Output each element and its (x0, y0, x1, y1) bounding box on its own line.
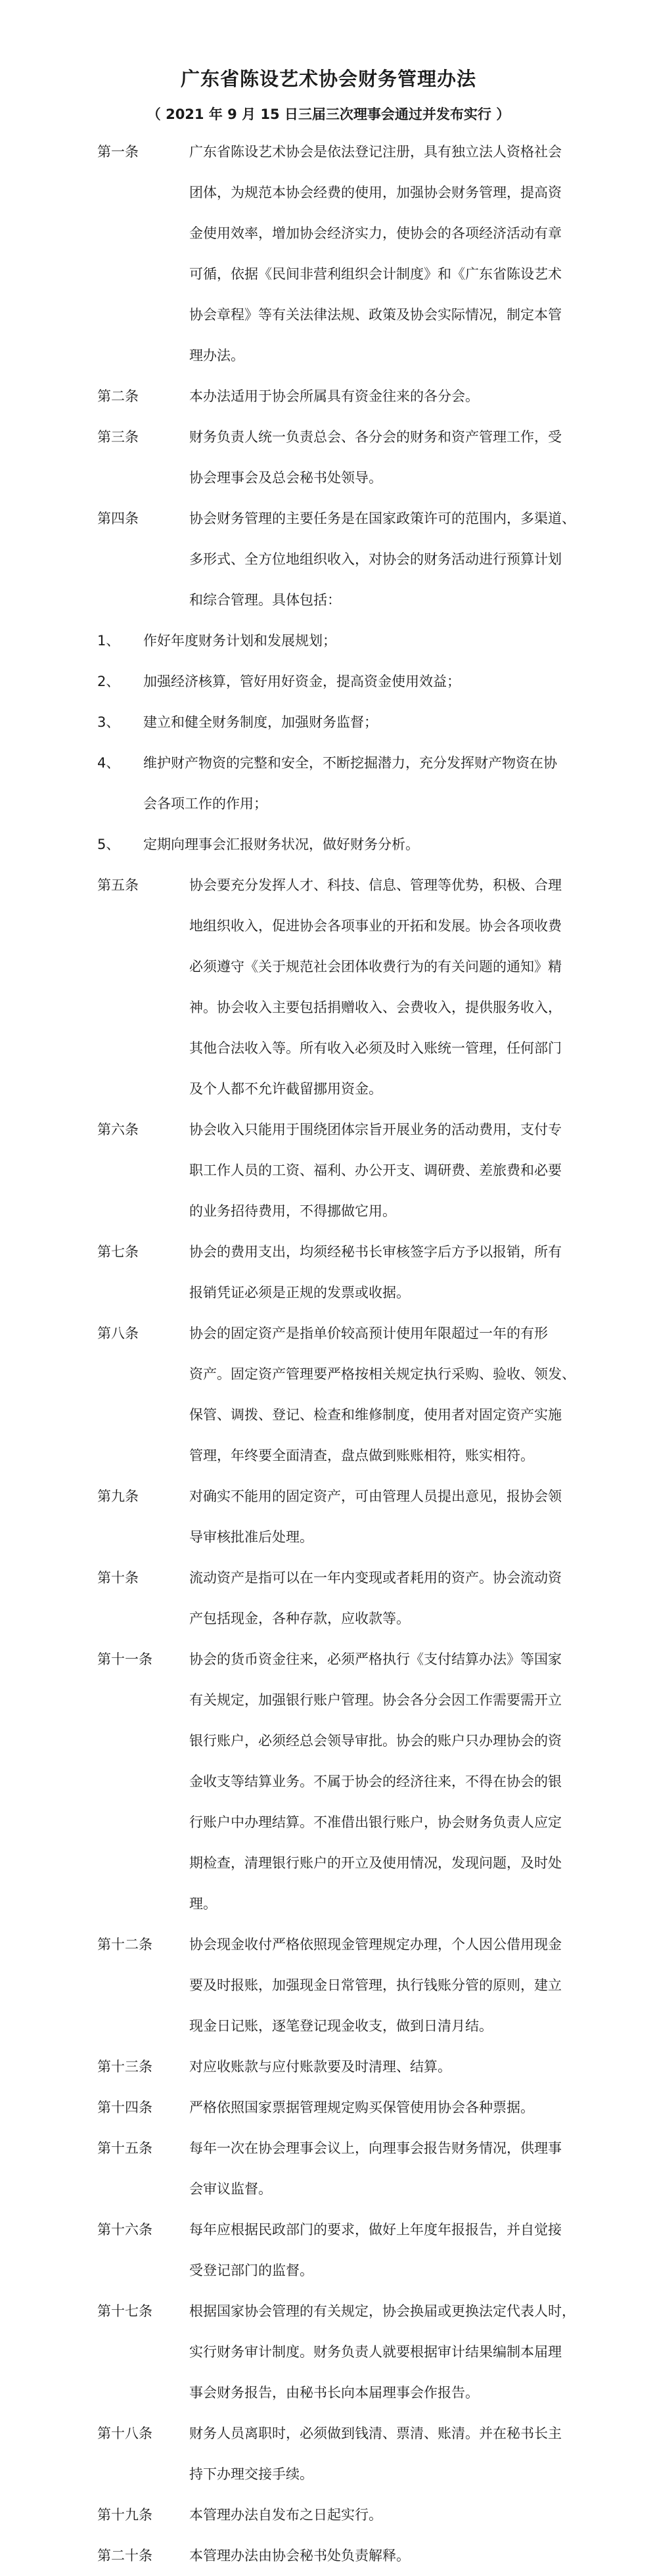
article-text-line: 财务人员离职时，必须做到钱清、票清、账清。并在秘书长主 (189, 2426, 562, 2441)
article-text-line: 地组织收入，促进协会各项事业的开拓和发展。协会各项收费 (189, 918, 562, 934)
article-text (189, 498, 603, 620)
article-text-line: 可循，依据《民间非营利组织会计制度》和《广东省陈设艺术 (189, 266, 562, 282)
article-text-line: 多形式、全方位地组织收入，对协会的财务活动进行预算计划 (189, 551, 562, 567)
article-label: 第五条 (97, 877, 139, 893)
article-text (189, 2046, 603, 2087)
article-text-line: 根据国家协会管理的有关规定，协会换届或更换法定代表人时， (189, 2303, 576, 2319)
article-text-line: 的业务招待费用，不得挪做它用。 (189, 1203, 396, 1219)
article-text-line: 本办法适用于协会所属具有资金往来的各分会。 (189, 388, 479, 404)
list-item-number: 1、 (97, 633, 120, 649)
article-text-line: 流动资产是指可以在一年内变现或者耗用的资产。协会流动资 (189, 1570, 562, 1586)
article-label: 第十三条 (97, 2059, 152, 2075)
article-text-line: 导审核批准后处理。 (189, 1529, 313, 1545)
article-text-line: 理办法。 (189, 348, 244, 363)
article-text-line: 协会收入只能用于围绕团体宗旨开展业务的活动费用，支付专 (189, 1122, 562, 1138)
list-item-text-line: 加强经济核算，管好用好资金，提高资金使用效益； (143, 674, 461, 689)
list-item-text-line: 定期向理事会汇报财务状况，做好财务分析。 (143, 837, 419, 852)
article-text (189, 1109, 603, 1231)
article-text-line: 对确实不能用的固定资产，可由管理人员提出意见，报协会领 (189, 1488, 562, 1504)
article-text-line: 产包括现金，各种存款，应收款等。 (189, 1611, 410, 1626)
article-text-line: 必须遵守《关于规范社会团体收费行为的有关问题的通知》精 (189, 959, 562, 975)
list-item-number: 3、 (97, 714, 120, 730)
article-text (189, 1557, 603, 1639)
article-text (189, 2495, 603, 2535)
list-item-text-line: 维护财产物资的完整和安全，不断挖掘潜力，充分发挥财产物资在协 (143, 755, 557, 771)
article-text-line: 每年一次在协会理事会议上，向理事会报告财务情况，供理事 (189, 2140, 562, 2156)
article-label: 第十九条 (97, 2507, 152, 2523)
article-label: 第十七条 (97, 2303, 152, 2319)
article-text-line: 会审议监督。 (189, 2181, 272, 2197)
article-text-line: 团体，为规范本协会经费的使用，加强协会财务管理，提高资 (189, 185, 562, 200)
article-label: 第三条 (97, 429, 139, 445)
list-item-text-line: 建立和健全财务制度，加强财务监督； (143, 714, 378, 730)
article-text-line: 广东省陈设艺术协会是依法登记注册，具有独立法人资格社会 (189, 144, 562, 160)
article-text-line: 协会的货币资金往来，必须严格执行《支付结算办法》等国家 (189, 1651, 562, 1667)
article-text-line: 金使用效率，增加协会经济实力，使协会的各项经济活动有章 (189, 225, 562, 241)
article-label: 第二条 (97, 388, 139, 404)
article-text-line: 期检查，清理银行账户的开立及使用情况，发现问题，及时处 (189, 1855, 562, 1871)
article-text (189, 865, 603, 1109)
article-text-line: 管理，年终要全面清查，盘点做到账账相符，账实相符。 (189, 1448, 534, 1463)
article-text-line: 协会财务管理的主要任务是在国家政策许可的范围内，多渠道、 (189, 511, 576, 526)
article-text-line: 协会要充分发挥人才、科技、信息、管理等优势，积极、合理 (189, 877, 562, 893)
article-text (189, 1924, 603, 2046)
article-text-line: 银行账户，必须经总会领导审批。协会的账户只办理协会的资 (189, 1733, 562, 1749)
article-label: 第十条 (97, 1570, 139, 1586)
article-text-line: 协会现金收付严格依照现金管理规定办理，个人因公借用现金 (189, 1937, 562, 1952)
article-text (189, 2087, 603, 2128)
article-text-line: 神。协会收入主要包括捐赠收入、会费收入，提供服务收入， (189, 1000, 562, 1015)
article-text-line: 其他合法收入等。所有收入必须及时入账统一管理，任何部门 (189, 1040, 562, 1056)
document-title: 广东省陈设艺术协会财务管理办法 (180, 68, 476, 90)
list-item-text (143, 743, 603, 824)
article-label: 第四条 (97, 511, 139, 526)
article-text-line: 现金日记账，逐笔登记现金收支，做到日清月结。 (189, 2018, 493, 2034)
article-label: 第七条 (97, 1244, 139, 1260)
article-text (189, 376, 603, 417)
article-label: 第十二条 (97, 1937, 152, 1952)
article-label: 第十四条 (97, 2100, 152, 2115)
article-text (189, 2291, 603, 2413)
article-text-line: 本管理办法由协会秘书处负责解释。 (189, 2548, 410, 2564)
article-text-line: 实行财务审计制度。财务负责人就要根据审计结果编制本届理 (189, 2344, 562, 2360)
article-text-line: 每年应根据民政部门的要求，做好上年度年报报告，并自觉接 (189, 2222, 562, 2238)
article-text (189, 1313, 603, 1476)
article-label: 第二十条 (97, 2548, 152, 2564)
article-text-line: 协会理事会及总会秘书处领导。 (189, 470, 382, 486)
article-text-line: 协会的费用支出，均须经秘书长审核签字后方予以报销，所有 (189, 1244, 562, 1260)
article-label: 第一条 (97, 144, 139, 160)
article-label: 第六条 (97, 1122, 139, 1138)
article-text-line: 持下办理交接手续。 (189, 2466, 313, 2482)
article-text-line: 和综合管理。具体包括： (189, 592, 341, 608)
article-text-line: 理。 (189, 1896, 217, 1912)
list-item-text (143, 620, 603, 661)
article-text (189, 1476, 603, 1557)
article-text-line: 及个人都不允许截留挪用资金。 (189, 1081, 382, 1097)
article-text-line: 保管、调拨、登记、检查和维修制度，使用者对固定资产实施 (189, 1407, 562, 1423)
article-text-line: 严格依照国家票据管理规定购买保管使用协会各种票据。 (189, 2100, 534, 2115)
article-label: 第十八条 (97, 2426, 152, 2441)
list-item-text-line: 作好年度财务计划和发展规划； (143, 633, 336, 649)
list-item-text (143, 702, 603, 743)
article-text (189, 2209, 603, 2291)
article-text-line: 事会财务报告，由秘书长向本届理事会作报告。 (189, 2385, 479, 2401)
article-text-line: 协会的固定资产是指单价较高预计使用年限超过一年的有形 (189, 1325, 548, 1341)
article-text (189, 1231, 603, 1313)
article-text-line: 协会章程》等有关法律法规、政策及协会实际情况，制定本管 (189, 307, 562, 323)
article-text (189, 2535, 603, 2576)
article-text (189, 131, 603, 376)
article-text (189, 417, 603, 498)
article-text-line: 行账户中办理结算。不准借出银行账户，协会财务负责人应定 (189, 1814, 562, 1830)
article-text-line: 财务负责人统一负责总会、各分会的财务和资产管理工作，受 (189, 429, 562, 445)
article-text-line: 本管理办法自发布之日起实行。 (189, 2507, 382, 2523)
list-item-text (143, 824, 603, 865)
article-text (189, 2128, 603, 2209)
article-label: 第十一条 (97, 1651, 152, 1667)
list-item-number: 4、 (97, 755, 120, 771)
article-text-line: 报销凭证必须是正规的发票或收据。 (189, 1285, 410, 1300)
article-label: 第十五条 (97, 2140, 152, 2156)
article-text-line: 有关规定，加强银行账户管理。协会各分会因工作需要需开立 (189, 1692, 562, 1708)
article-text-line: 对应收账款与应付账款要及时清理、结算。 (189, 2059, 451, 2075)
article-text (189, 2413, 603, 2495)
article-text-line: 金收支等结算业务。不属于协会的经济往来，不得在协会的银 (189, 1774, 562, 1789)
article-text-line: 受登记部门的监督。 (189, 2263, 313, 2278)
document-subtitle: （ 2021 年 9 月 15 日三届三次理事会通过并发布实行 ） (147, 106, 510, 122)
article-text-line: 职工作人员的工资、福利、办公开支、调研费、差旅费和必要 (189, 1162, 562, 1178)
list-item-text-line: 会各项工作的作用； (143, 796, 267, 812)
list-item-number: 5、 (97, 837, 120, 852)
article-text-line: 要及时报账，加强现金日常管理，执行钱账分管的原则，建立 (189, 1977, 562, 1993)
article-label: 第八条 (97, 1325, 139, 1341)
article-label: 第十六条 (97, 2222, 152, 2238)
article-text-line: 资产。固定资产管理要严格按相关规定执行采购、验收、领发、 (189, 1366, 576, 1382)
list-item-text (143, 661, 603, 702)
list-item-number: 2、 (97, 674, 120, 689)
article-text (189, 1639, 603, 1924)
article-label: 第九条 (97, 1488, 139, 1504)
